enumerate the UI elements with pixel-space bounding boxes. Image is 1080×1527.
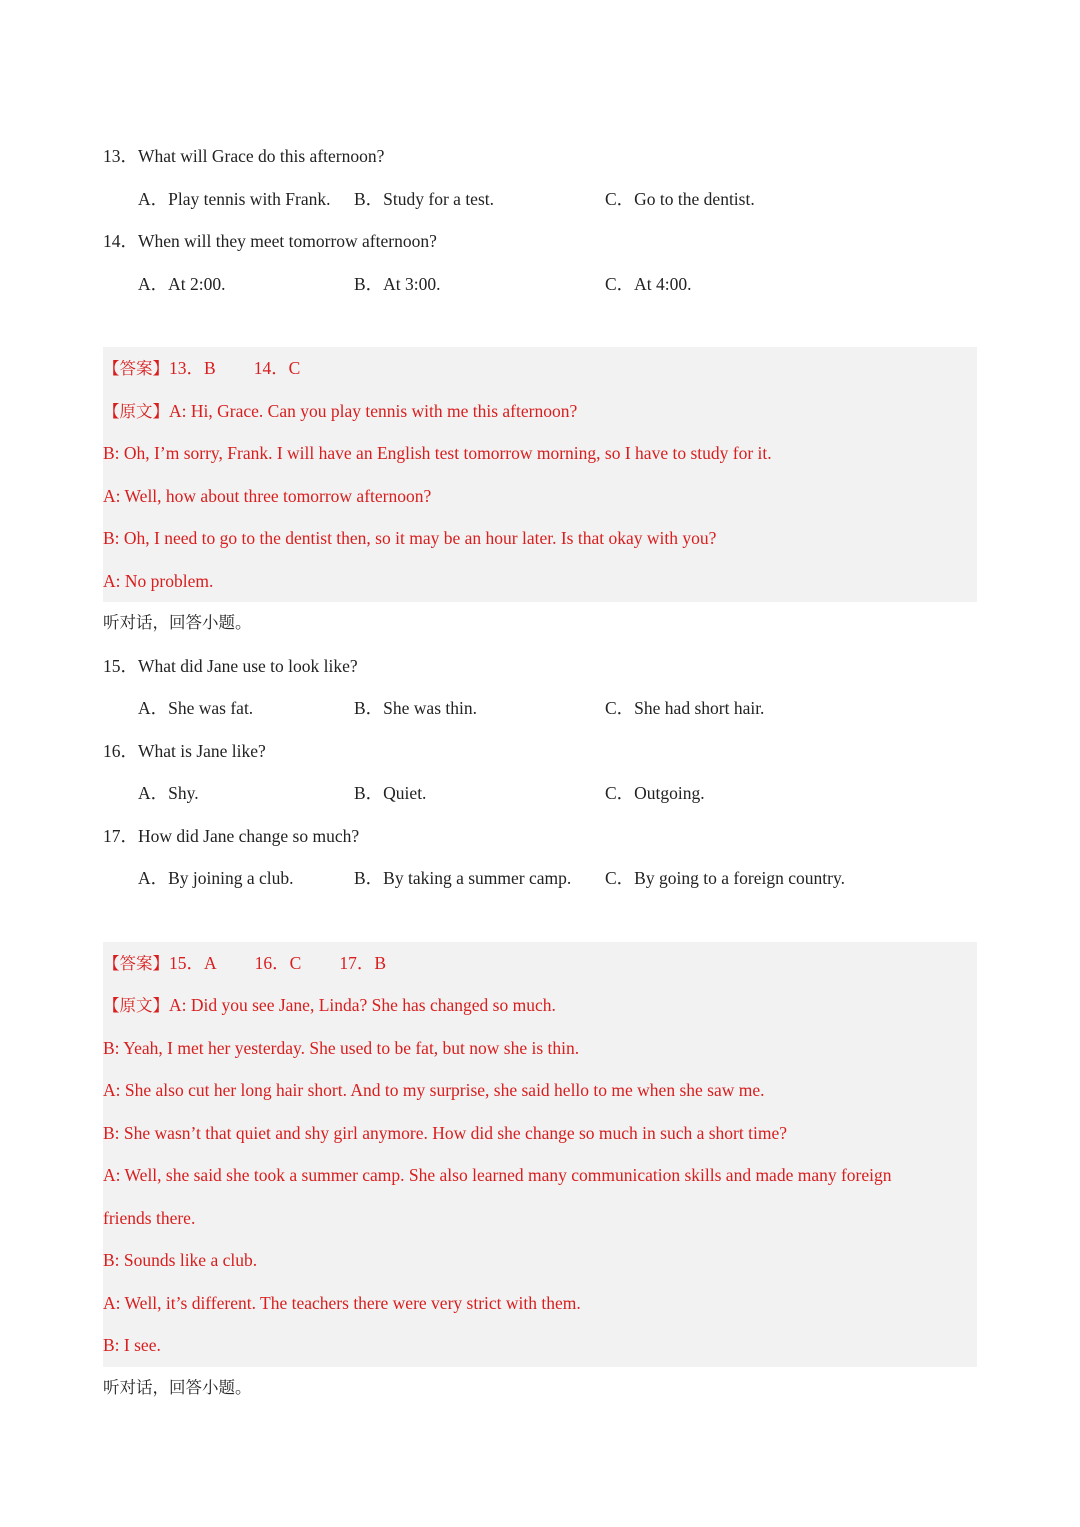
instruction-text: 听对话，回答小题。 bbox=[103, 1377, 252, 1397]
answer-key: 14．C bbox=[253, 358, 301, 378]
question-15 bbox=[103, 645, 977, 688]
option-c: C．Go to the dentist. bbox=[605, 188, 755, 209]
question-number: 14． bbox=[103, 231, 138, 251]
option-b: B．Quiet. bbox=[354, 783, 427, 803]
answer-key: 17．B bbox=[339, 952, 387, 973]
question-number: 16． bbox=[103, 740, 138, 761]
transcript-line: B: I see. bbox=[103, 1335, 161, 1355]
option-a: A．By joining a club. bbox=[138, 868, 294, 888]
transcript-line bbox=[103, 984, 977, 1027]
answer-box-1 bbox=[103, 347, 977, 602]
transcript-line: B: She wasn’t that quiet and shy girl anymore. How did she change so much in such a short time? bbox=[103, 1122, 787, 1143]
option-a: A．Shy. bbox=[138, 783, 199, 803]
transcript-text: A: Hi, Grace. Can you play tennis with me this afternoon? bbox=[169, 400, 578, 421]
question-number: 17． bbox=[103, 825, 138, 846]
question-text: How did Jane change so much? bbox=[138, 825, 360, 846]
answer-key: 16．C bbox=[254, 952, 302, 973]
option-c: C．She had short hair. bbox=[605, 698, 765, 718]
question-text: What did Jane use to look like? bbox=[138, 655, 358, 676]
answer-key: 13．B bbox=[169, 358, 216, 378]
question-15-options bbox=[103, 687, 977, 730]
question-13-options bbox=[103, 178, 977, 221]
exam-page bbox=[103, 135, 977, 1409]
option-a: A．Play tennis with Frank. bbox=[138, 188, 331, 209]
question-17-options bbox=[103, 857, 977, 900]
question-14-options bbox=[103, 263, 977, 306]
option-b: B．She was thin. bbox=[354, 698, 477, 718]
answer-key-line bbox=[103, 347, 977, 390]
option-c: C．Outgoing. bbox=[605, 783, 705, 803]
question-text: What will Grace do this afternoon? bbox=[138, 146, 385, 166]
transcript-label: 【原文】 bbox=[103, 401, 169, 421]
question-number: 13． bbox=[103, 146, 138, 166]
answer-label: 【答案】 bbox=[103, 359, 169, 378]
option-c: C．At 4:00. bbox=[605, 273, 692, 294]
transcript-label: 【原文】 bbox=[103, 996, 169, 1015]
transcript-line: friends there. bbox=[103, 1207, 196, 1228]
transcript-text: A: Did you see Jane, Linda? She has changed so much. bbox=[169, 995, 556, 1015]
question-16-options bbox=[103, 772, 977, 815]
question-number: 15． bbox=[103, 655, 138, 676]
answer-box-2 bbox=[103, 942, 977, 1367]
question-text: What is Jane like? bbox=[138, 740, 266, 761]
transcript-line: A: Well, how about three tomorrow afternoon? bbox=[103, 485, 432, 506]
option-b: B．By taking a summer camp. bbox=[354, 868, 572, 888]
option-a: A．At 2:00. bbox=[138, 273, 226, 294]
answer-key-line bbox=[103, 942, 977, 985]
transcript-line: B: Yeah, I met her yesterday. She used to be fat, but now she is thin. bbox=[103, 1037, 580, 1058]
transcript-line: A: Well, it’s different. The teachers there were very strict with them. bbox=[103, 1292, 581, 1313]
question-13 bbox=[103, 135, 977, 178]
question-text: When will they meet tomorrow afternoon? bbox=[138, 231, 437, 251]
transcript-line: A: Well, she said she took a summer camp. She also learned many communication skills and made many foreign bbox=[103, 1165, 892, 1185]
transcript-line: B: Oh, I’m sorry, Frank. I will have an English test tomorrow morning, so I have to study for it. bbox=[103, 443, 772, 463]
option-b: B．At 3:00. bbox=[354, 273, 441, 294]
question-14 bbox=[103, 220, 977, 263]
option-c: C．By going to a foreign country. bbox=[605, 868, 845, 888]
transcript-line: B: Sounds like a club. bbox=[103, 1250, 258, 1270]
instruction-text: 听对话，回答小题。 bbox=[103, 613, 252, 632]
answer-key: 15．A bbox=[169, 952, 217, 973]
question-17 bbox=[103, 815, 977, 858]
answer-label: 【答案】 bbox=[103, 953, 169, 973]
transcript-line: A: She also cut her long hair short. And to my surprise, she said hello to me when she saw me. bbox=[103, 1080, 765, 1100]
option-b: B．Study for a test. bbox=[354, 188, 494, 209]
question-16 bbox=[103, 730, 977, 773]
transcript-line: A: No problem. bbox=[103, 570, 214, 591]
transcript-line: B: Oh, I need to go to the dentist then, so it may be an hour later. Is that okay with you? bbox=[103, 528, 717, 548]
transcript-line bbox=[103, 390, 977, 433]
option-a: A．She was fat. bbox=[138, 698, 254, 718]
